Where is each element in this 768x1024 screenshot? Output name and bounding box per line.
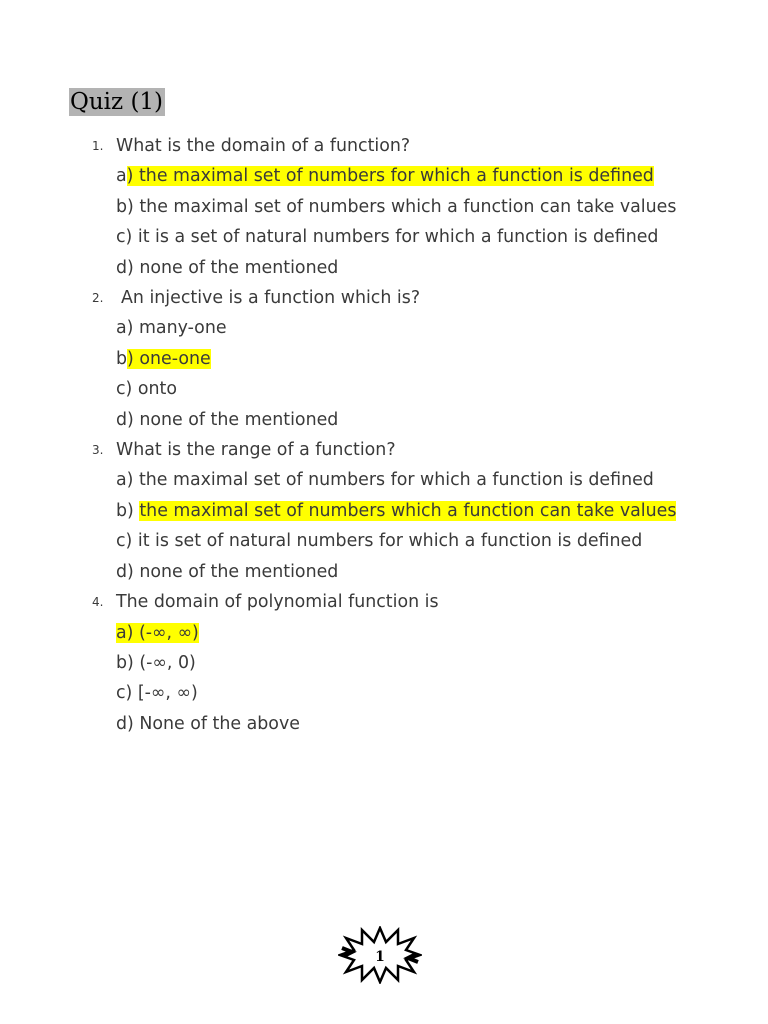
- option-b: b) the maximal set of numbers which a function can take values: [116, 196, 677, 217]
- question-number: 1.: [92, 139, 104, 153]
- option-prefix: b: [116, 348, 128, 369]
- burst-dash-icon: [408, 954, 418, 962]
- page-number: 1: [375, 949, 385, 965]
- option-c: c) it is set of natural numbers for which a function is defined: [116, 531, 643, 552]
- option-b: [116, 344, 702, 374]
- question-text: The domain of polynomial function is: [116, 592, 439, 613]
- highlighted-answer: a) (-∞, ∞): [116, 622, 199, 643]
- option-prefix: b): [116, 500, 140, 521]
- option-d: d) none of the mentioned: [116, 561, 339, 582]
- option-d: d) none of the mentioned: [116, 257, 339, 278]
- option-c: c) it is a set of natural numbers for which a function is defined: [116, 227, 659, 248]
- question-number: 3.: [92, 443, 104, 458]
- option-b: b) (-∞, 0): [116, 652, 196, 673]
- question-3: [92, 435, 702, 587]
- question-text: What is the domain of a function?: [116, 136, 411, 156]
- page-number-burst: [338, 926, 422, 984]
- question-text: What is the range of a function?: [116, 440, 396, 461]
- option-c: c) onto: [116, 379, 177, 400]
- question-4: [92, 587, 702, 739]
- option-b: [116, 496, 702, 526]
- option-d: d) None of the above: [116, 713, 300, 734]
- option-a: [116, 618, 702, 648]
- quiz-title: Quiz (1): [70, 89, 164, 115]
- question-number: 2.: [92, 291, 104, 306]
- burst-dash-icon: [342, 948, 352, 956]
- option-a: a) the maximal set of numbers for which a function is defined: [116, 470, 654, 491]
- option-d: d) none of the mentioned: [116, 409, 339, 430]
- quiz-question-list: [92, 131, 702, 739]
- option-a: [116, 161, 702, 191]
- highlighted-answer: ) one-one: [127, 348, 211, 369]
- highlighted-answer: ) the maximal set of numbers for which a function is defined: [126, 166, 654, 187]
- question-1: [92, 131, 702, 283]
- question-number: 4.: [92, 595, 104, 610]
- option-prefix: a: [116, 166, 127, 187]
- question-2: [92, 283, 702, 435]
- option-a: a) many-one: [116, 318, 227, 339]
- highlighted-answer: the maximal set of numbers which a function can take values: [139, 500, 677, 521]
- option-c: c) [-∞, ∞): [116, 683, 198, 704]
- question-text: An injective is a function which is?: [121, 288, 421, 309]
